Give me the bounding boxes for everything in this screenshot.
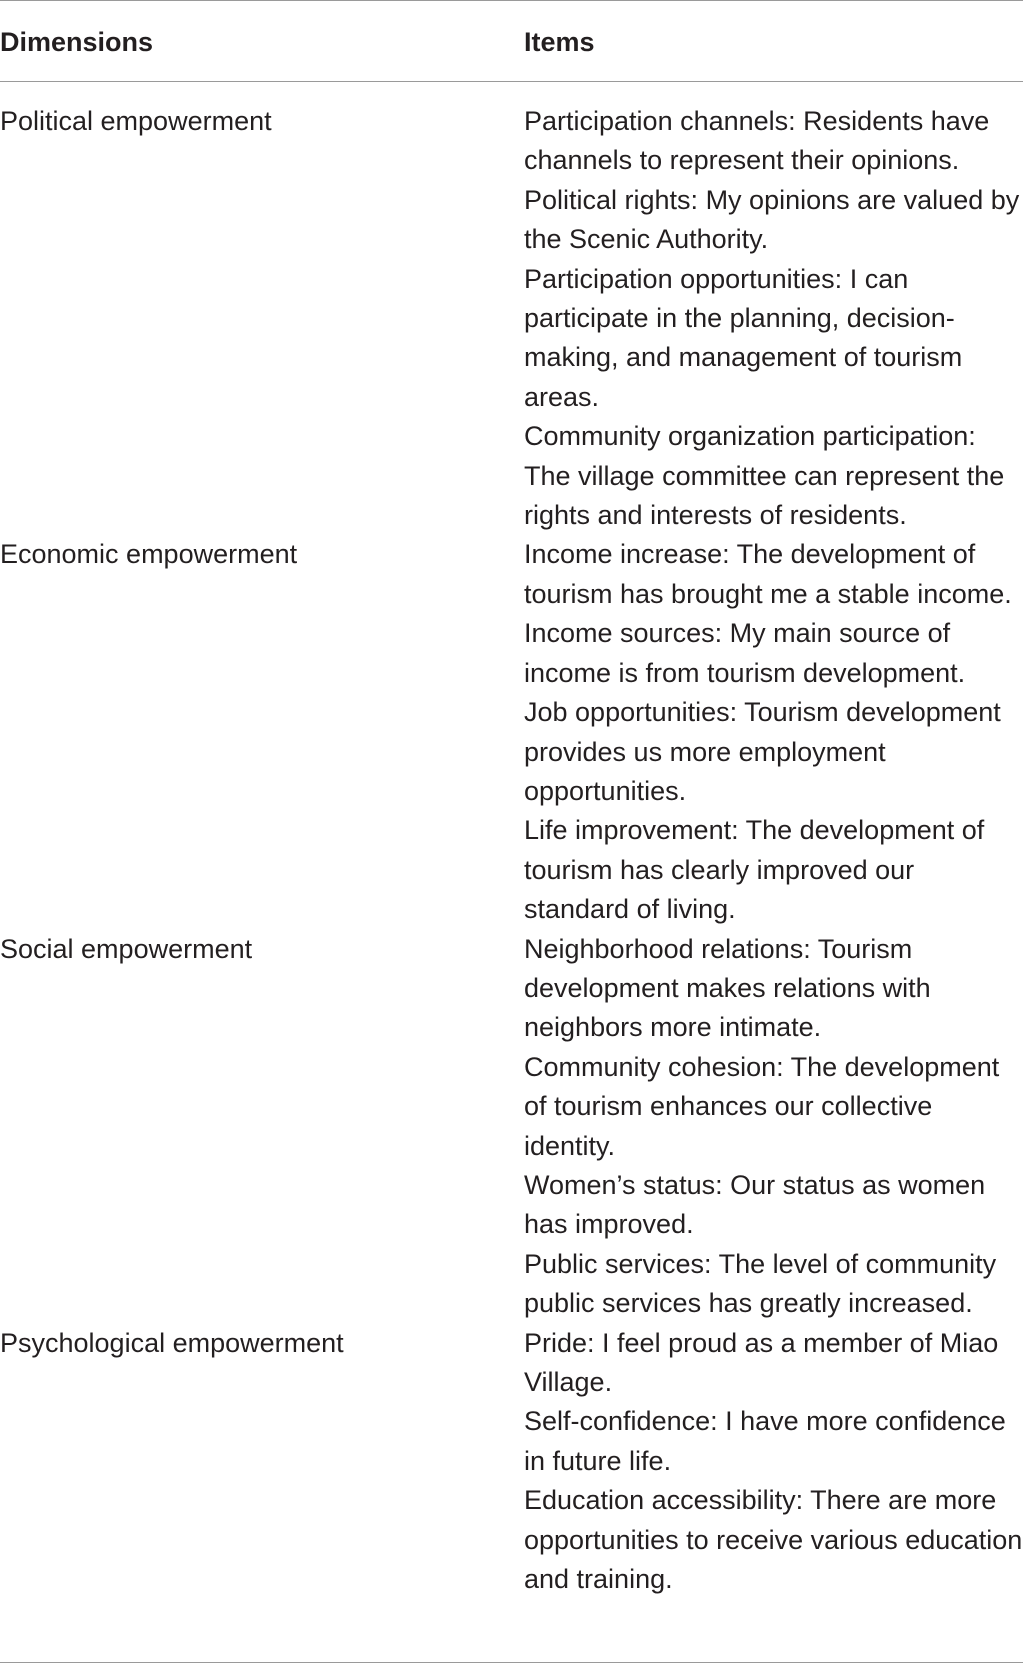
item-text: Neighborhood relations: Tourism development makes relations with neighbors more intimate.: [524, 933, 931, 1043]
header-dimensions: Dimensions: [0, 27, 154, 57]
item-text: Self-confidence: I have more confidence in future life.: [524, 1406, 1006, 1476]
table-bottom-rule: [0, 1662, 1023, 1663]
item-text: Job opportunities: Tourism development provides us more employment opportunities.: [524, 697, 1001, 806]
item-text: Political rights: My opinions are valued by the Scenic Authority.: [524, 184, 1020, 255]
item-text: Community cohesion: The development of tourism enhances our collective identity.: [524, 1051, 1000, 1161]
table-header-row: [0, 1, 1023, 82]
item-text: Income sources: My main source of income is from tourism development.: [524, 618, 966, 688]
items-cell: [524, 535, 1023, 929]
header-items: Items: [524, 27, 595, 57]
item-text: Women’s status: Our status as women has improved.: [524, 1169, 986, 1240]
table-row: [0, 535, 1023, 929]
item-text: Participation channels: Residents have channels to represent their opinions.: [524, 106, 990, 176]
dimension-cell: Political empowerment: [0, 106, 272, 136]
item-text: Income increase: The development of tourism has brought me a stable income.: [524, 539, 1012, 609]
table-row: [0, 1324, 1023, 1600]
table-row: [0, 930, 1023, 1324]
item-text: Participation opportunities: I can participate in the planning, decision-making, and management of tourism areas.: [524, 263, 963, 412]
dimension-cell: Economic empowerment: [0, 539, 298, 570]
item-text: Life improvement: The development of tourism has clearly improved our standard of living.: [524, 815, 985, 925]
table-row: [0, 82, 1023, 536]
dimension-cell: Psychological empowerment: [0, 1327, 344, 1358]
item-text: Education accessibility: There are more opportunities to receive various education and training.: [524, 1485, 1023, 1595]
items-cell: [524, 82, 1023, 536]
dimension-cell: Social empowerment: [0, 933, 253, 964]
items-cell: [524, 930, 1023, 1324]
item-text: Community organization participation: The village committee can represent the rights and interests of residents.: [524, 421, 1005, 531]
item-text: Public services: The level of community public services has greatly increased.: [524, 1248, 997, 1319]
item-text: Pride: I feel proud as a member of Miao Village.: [524, 1327, 999, 1397]
items-cell: [524, 1324, 1023, 1600]
